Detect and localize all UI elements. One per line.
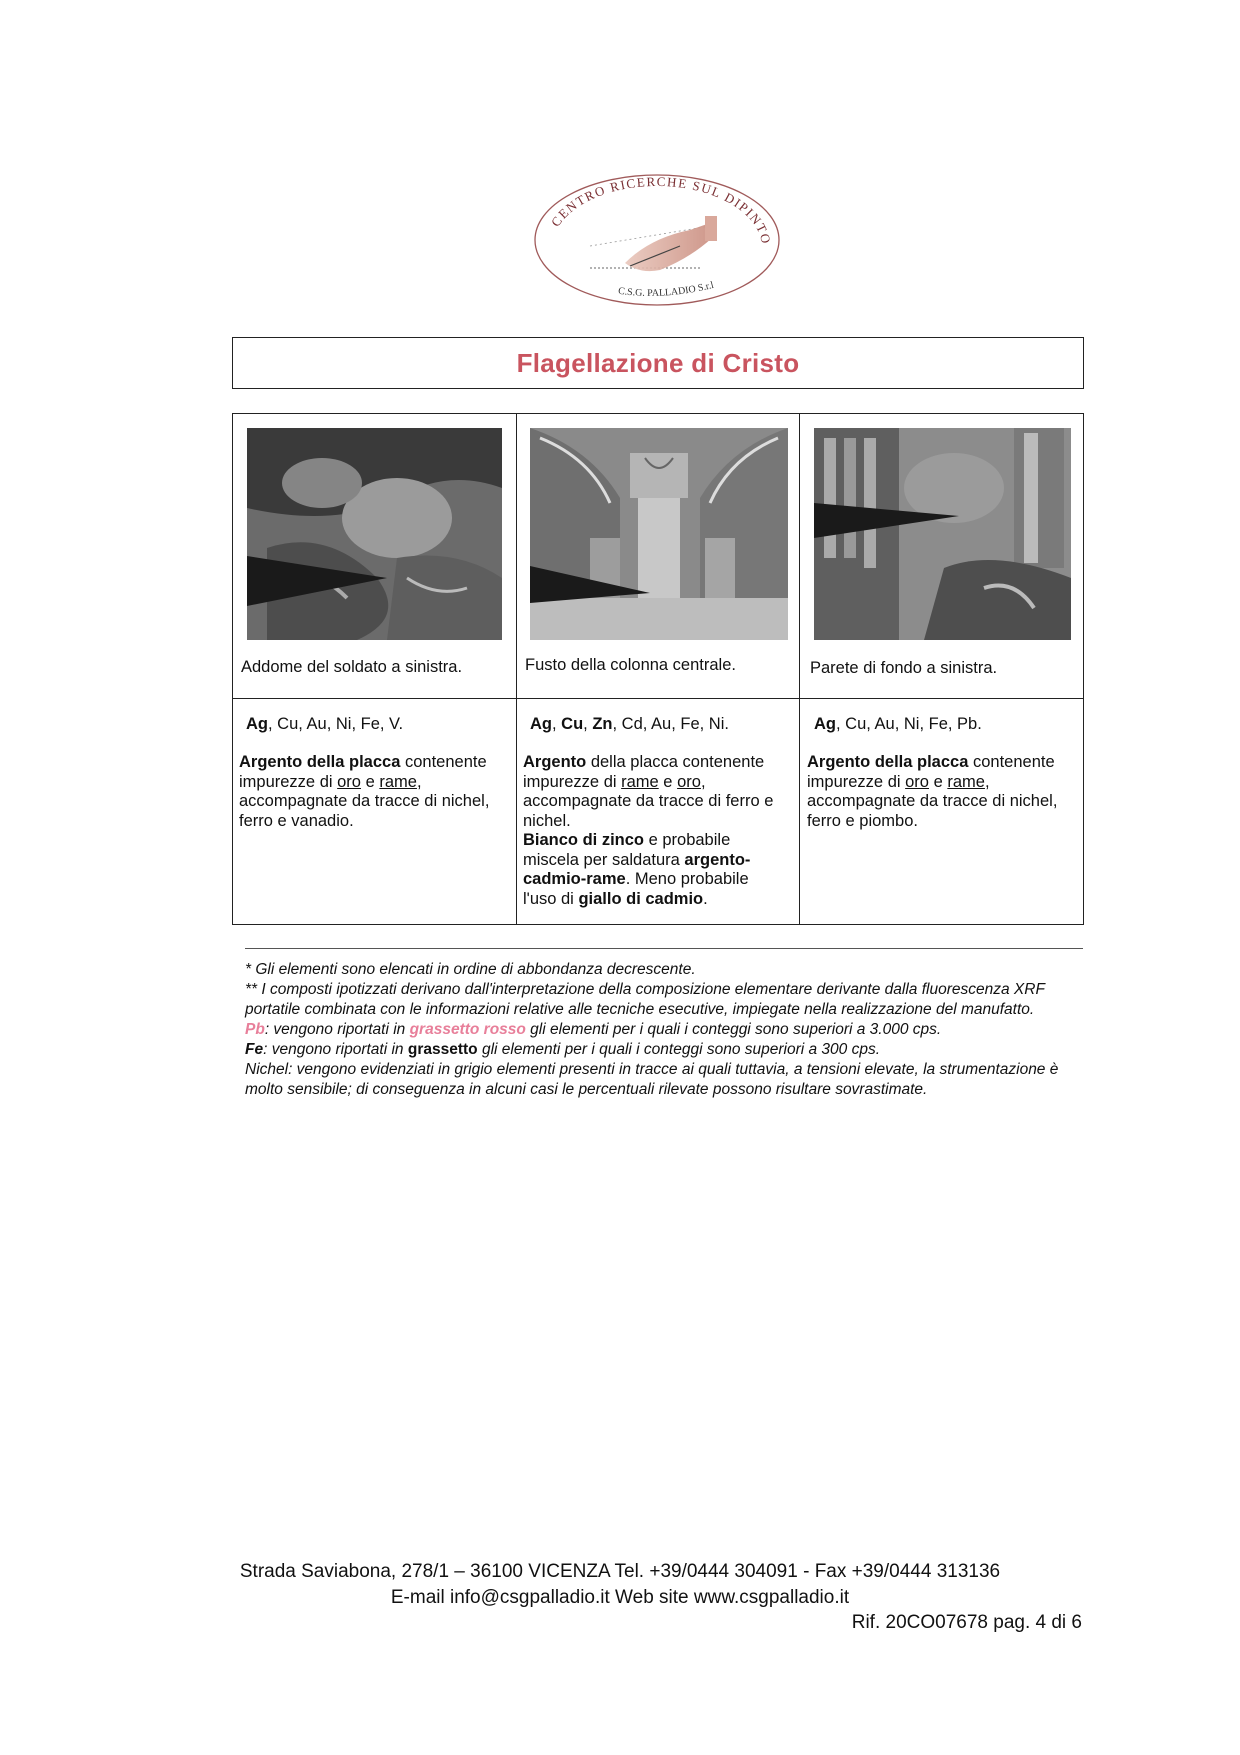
- desc-underlined: oro: [337, 772, 361, 791]
- element-ag: Ag: [814, 715, 836, 733]
- desc-bold: Bianco di zinco: [523, 831, 645, 849]
- note-red-bold: grassetto rosso: [409, 1021, 526, 1038]
- elements-col2: Ag, Cu, Zn, Cd, Au, Fe, Ni.: [530, 715, 729, 733]
- footnotes: [245, 960, 1075, 1100]
- note-bold: grassetto: [407, 1041, 478, 1058]
- photo-back-wall: [814, 428, 1071, 640]
- desc-text: accompagnate da tracce di nichel,: [807, 792, 1058, 810]
- note-pb: [245, 1020, 1075, 1040]
- column-divider: [516, 414, 517, 924]
- desc-text: contenente: [400, 753, 487, 771]
- desc-text: impurezze di: [807, 772, 906, 791]
- page-title: Flagellazione di Cristo: [516, 347, 800, 378]
- note-order: * Gli elementi sono elencati in ordine di abbondanza decrescente.: [245, 961, 696, 978]
- footer-reference: Rif. 20CO07678 pag. 4 di 6: [851, 1612, 1082, 1633]
- footer-address: Strada Saviabona, 278/1 – 36100 VICENZA Tel. +39/0444 304091 - Fax +39/0444 313136: [239, 1561, 1001, 1582]
- caption-col1: Addome del soldato a sinistra.: [241, 658, 463, 676]
- desc-underlined: rame: [621, 772, 659, 791]
- note-pb-label: Pb: [245, 1021, 265, 1038]
- svg-text:C.S.G. PALLADIO S.r.l: [617, 280, 715, 299]
- analysis-table: [232, 413, 1084, 925]
- desc-text: ferro e piombo.: [807, 811, 918, 830]
- note-text: : vengono riportati in: [264, 1021, 410, 1038]
- desc-text: e: [360, 772, 380, 791]
- desc-text: accompagnate da tracce di nichel,: [239, 792, 490, 810]
- desc-text: nichel.: [523, 811, 571, 830]
- description-col3: [807, 753, 1083, 831]
- note-fe-label: Fe: [245, 1041, 264, 1058]
- desc-text: ,: [416, 772, 422, 791]
- elements-col3: Ag, Cu, Au, Ni, Fe, Pb.: [814, 715, 982, 733]
- desc-bold: Argento: [523, 753, 587, 771]
- note-text: : vengono riportati in: [263, 1041, 408, 1058]
- desc-bold: giallo di cadmio: [578, 889, 704, 908]
- element-cu: Cu: [561, 715, 584, 733]
- elements-col1: Ag, Cu, Au, Ni, Fe, V.: [246, 715, 404, 733]
- desc-underlined: oro: [677, 772, 701, 791]
- desc-text: . Meno probabile: [625, 870, 749, 888]
- desc-text: ferro e vanadio.: [239, 811, 354, 830]
- element-ag: Ag: [530, 715, 552, 733]
- notes-divider: [245, 948, 1083, 949]
- desc-text: e: [928, 772, 948, 791]
- desc-text: e probabile: [644, 831, 731, 849]
- desc-text: impurezze di: [239, 772, 338, 791]
- element-ag: Ag: [246, 715, 268, 733]
- desc-underlined: rame: [379, 772, 417, 791]
- logo-arc-top: CENTRO RICERCHE SUL DIPINTO: [547, 173, 775, 247]
- description-col2: [523, 753, 798, 909]
- desc-bold: cadmio-rame: [523, 870, 626, 888]
- note-text: gli elementi per i quali i conteggi sono superiori a 3.000 cps.: [525, 1021, 942, 1038]
- desc-text: l'uso di: [523, 889, 579, 908]
- logo-arc-bottom: C.S.G. PALLADIO S.r.l: [617, 279, 716, 299]
- desc-text: ,: [984, 772, 990, 791]
- description-col1: [239, 753, 514, 831]
- photo-soldier-abdomen: [247, 428, 502, 640]
- desc-bold: Argento della placca: [239, 753, 401, 771]
- desc-bold: argento-: [684, 850, 751, 869]
- note-compounds: ** I composti ipotizzati derivano dall'interpretazione della composizione elementare derivante dalla fluorescenza XRF portatile combinata con le informazioni relative alle tecniche esecutive, impiegate nella realizzazione del manufatto.: [245, 981, 1045, 1018]
- desc-underlined: oro: [905, 772, 929, 791]
- title-box: [232, 337, 1084, 389]
- desc-text: e: [658, 772, 678, 791]
- column-divider: [799, 414, 800, 924]
- desc-text: accompagnate da tracce di ferro e: [523, 792, 774, 810]
- note-text: gli elementi per i quali i conteggi sono superiori a 300 cps.: [477, 1041, 881, 1058]
- element-zn: Zn: [592, 715, 613, 733]
- desc-text: della placca contenente: [586, 753, 765, 771]
- caption-col3: Parete di fondo a sinistra.: [810, 659, 998, 677]
- desc-text: ,: [700, 772, 706, 791]
- desc-text: .: [703, 889, 708, 908]
- note-fe: [245, 1040, 1075, 1060]
- photo-central-column: [530, 428, 788, 640]
- desc-text: impurezze di: [523, 772, 622, 791]
- desc-text: contenente: [968, 753, 1055, 771]
- caption-col2: Fusto della colonna centrale.: [525, 656, 736, 674]
- desc-bold: Argento della placca: [807, 753, 969, 771]
- logo-seal-icon: [530, 168, 785, 308]
- svg-text:CENTRO RICERCHE SUL DIPINTO: [548, 174, 774, 246]
- desc-underlined: rame: [947, 772, 985, 791]
- row-divider: [233, 698, 1083, 699]
- note-nickel: Nichel: vengono evidenziati in grigio elementi presenti in tracce ai quali tuttavia, a tensioni elevate, la strumentazione è molto sensibile; di conseguenza in alcuni casi le percentuali rilevate possono risultare sovrastimate.: [245, 1061, 1059, 1098]
- desc-text: miscela per saldatura: [523, 850, 685, 869]
- footer-contacts: E-mail info@csgpalladio.it Web site www.csgpalladio.it: [390, 1587, 850, 1608]
- company-logo: [530, 168, 785, 308]
